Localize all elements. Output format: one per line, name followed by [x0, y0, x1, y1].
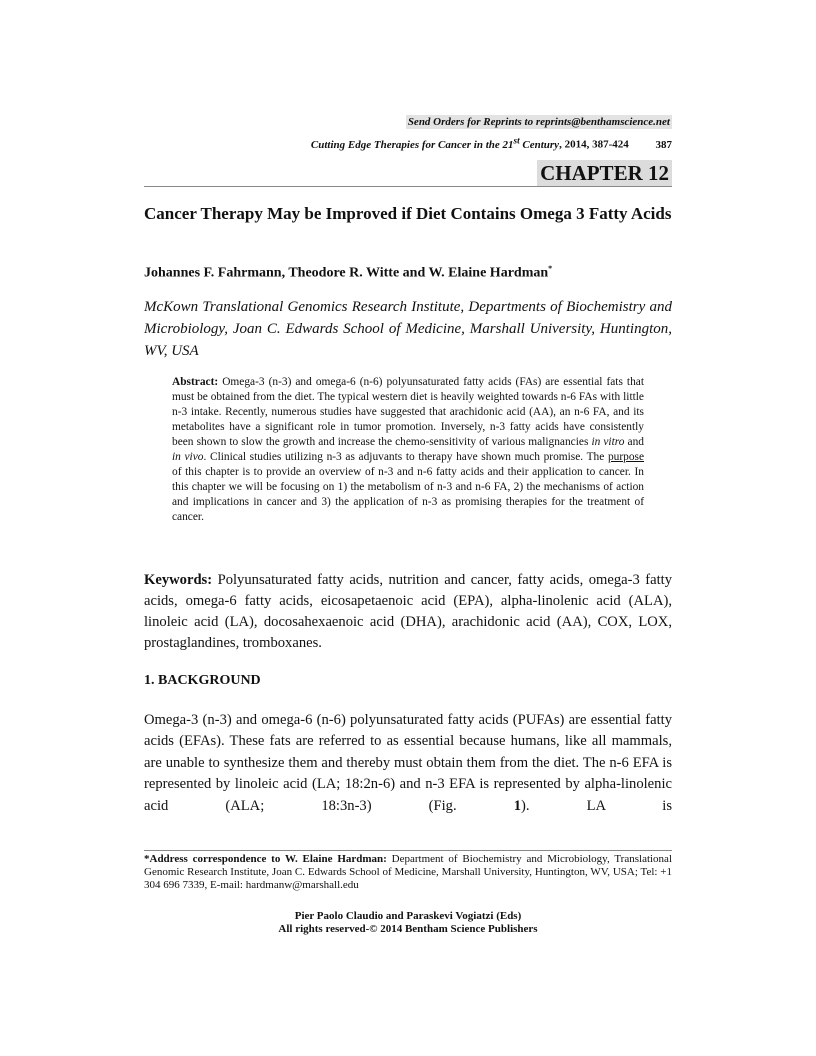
page-number: 387	[655, 138, 672, 151]
article-title: Cancer Therapy May be Improved if Diet Contains Omega 3 Fatty Acids	[144, 204, 672, 223]
figure-reference: 1	[513, 797, 521, 814]
abstract-label: Abstract:	[172, 376, 219, 388]
affiliation: McKown Translational Genomics Research Institute, Departments of Biochemistry and Microbiology, Joan C. Edwards School of Medicine, Marshall University, Huntington, WV, USA	[144, 299, 672, 359]
body-paragraph: Omega-3 (n-3) and omega-6 (n-6) polyunsaturated fatty acids (PUFAs) are essential fatty acids (EFAs). These fats are referred to as essential because humans, like all mammals, are unable to synthesize them and thereby must obtain them from the diet. The n-6 EFA is represented by linoleic acid (LA; 18:2n-6) and n-3 EFA is represented by alpha-linolenic acid (ALA; 18:3n-3) (Fig. 1). LA is	[144, 712, 673, 814]
rights-notice: All rights reserved-© 2014 Bentham Science Publishers	[278, 923, 538, 935]
publisher-info	[144, 910, 672, 936]
footnote-label: *Address correspondence to W. Elaine Hardman:	[144, 853, 387, 865]
section-heading: 1. BACKGROUND	[144, 673, 261, 688]
chapter-label: CHAPTER 12	[537, 160, 672, 186]
corresponding-mark: *	[548, 264, 553, 273]
author-list: Johannes F. Fahrmann, Theodore R. Witte and W. Elaine Hardman*	[144, 264, 553, 281]
citation-details: , 2014, 387-424	[559, 138, 629, 151]
editors: Pier Paolo Claudio and Paraskevi Vogiatzi (Eds)	[294, 910, 522, 922]
reprint-notice: Send Orders for Reprints to reprints@benthamscience.net	[407, 116, 670, 128]
book-title: Cutting Edge Therapies for Cancer in the 21st Century	[310, 135, 560, 151]
header-divider	[144, 186, 672, 187]
correspondence-footnote: *Address correspondence to W. Elaine Hardman: Department of Biochemistry and Microbiology, Translational Genomic Research Institute, Joan C. Edwards School of Medicine, Marshall University, Huntington, WV, USA; Tel: +1 304 696 7339, E-mail: hardmanw@marshall.edu	[144, 853, 672, 891]
citation-line	[144, 133, 672, 152]
keywords: Keywords: Polyunsaturated fatty acids, nutrition and cancer, fatty acids, omega-3 fatty acids, omega-6 fatty acids, eicosapetaenoic acid (EPA), alpha-linolenic acid (ALA), linoleic acid (LA), docosahexaenoic acid (DHA), arachidonic acid (AA), COX, LOX, prostaglandines, tromboxanes.	[144, 572, 672, 651]
footnote-divider	[144, 850, 672, 851]
abstract: Abstract: Omega-3 (n-3) and omega-6 (n-6) polyunsaturated fatty acids (FAs) are essential fats that must be obtained from the diet. The typical western diet is heavily weighted towards n-6 FAs with little n-3 intake. Recently, numerous studies have suggested that arachidonic acid (AA), an n-6 FA, and its metabolites have a significant role in tumor promotion. Inversely, n-3 fatty acids have consistently been shown to slow the growth and increase the chemo-sensitivity of various malignancies in vitro and in vivo. Clinical studies utilizing n-3 as adjuvants to therapy have shown much promise. The purpose of this chapter is to provide an overview of n-3 and n-6 fatty acids and their application to cancer. In this chapter we will be focusing on 1) the metabolism of n-3 and n-6 FA, 2) the mechanisms of action and implications in cancer and 3) the application of n-3 as promising therapies for the treatment of cancer.	[172, 376, 645, 523]
keywords-label: Keywords:	[144, 572, 213, 588]
